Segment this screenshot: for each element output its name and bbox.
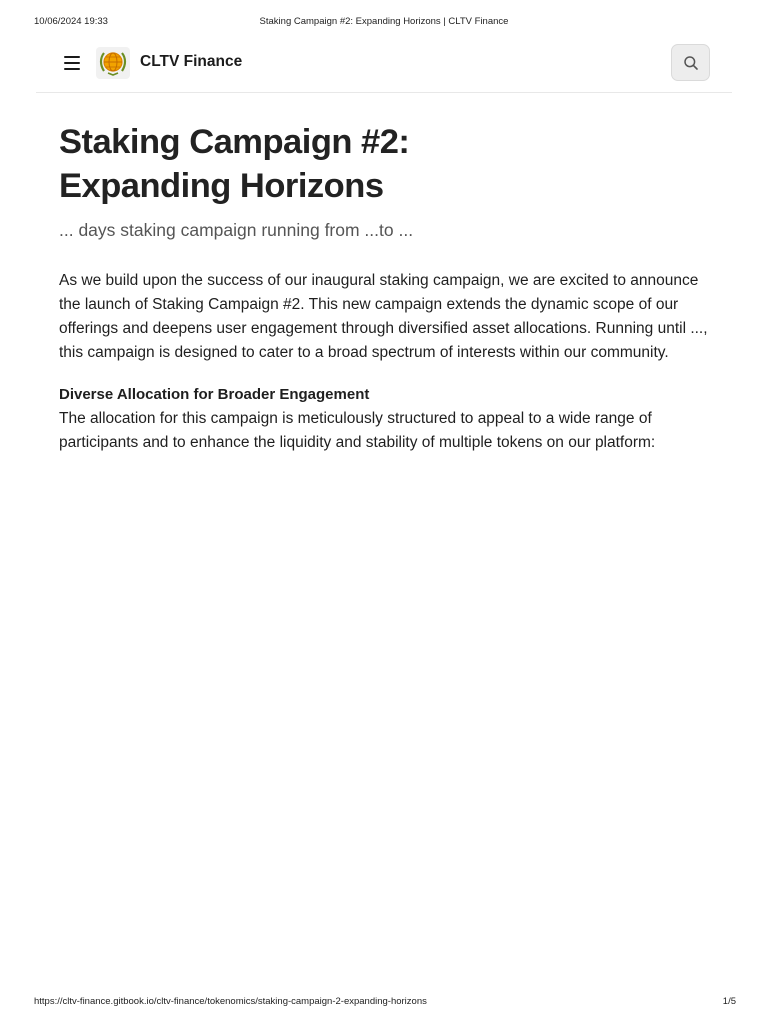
hamburger-menu-icon[interactable] [62, 53, 82, 73]
search-icon [683, 55, 699, 71]
print-datetime: 10/06/2024 19:33 [34, 16, 108, 27]
print-page-title: Staking Campaign #2: Expanding Horizons | CLTV Finance [259, 16, 509, 27]
section-heading: Diverse Allocation for Broader Engagement [59, 386, 370, 403]
print-footer [34, 996, 736, 1010]
article-content [59, 120, 709, 455]
print-page-number: 1/5 [722, 996, 736, 1007]
intro-paragraph: As we build upon the success of our inaugural staking campaign, we are excited to announce the launch of Staking Campaign #2. This new campaign extends the dynamic scope of our offerings and deepens user engagement through diversified asset allocations. Running until ..., this campaign is designed to cater to a broad spectrum of interests within our community. [59, 272, 708, 361]
logo[interactable] [96, 47, 130, 79]
page-title-line-2: Expanding Horizons [59, 167, 384, 205]
page-subtitle: ... days staking campaign running from ...to ... [59, 220, 414, 240]
brand-name[interactable]: CLTV Finance [140, 53, 243, 70]
section-paragraph: The allocation for this campaign is meticulously structured to appeal to a wide range of participants and to enhance the liquidity and stability of multiple tokens on our platform: [59, 410, 656, 451]
top-navigation-bar [36, 38, 732, 93]
globe-laurel-logo-icon [98, 49, 128, 77]
page-title-line-1: Staking Campaign #2: [59, 123, 410, 161]
search-button[interactable] [671, 44, 710, 81]
print-header [34, 16, 734, 30]
print-url: https://cltv-finance.gitbook.io/cltv-finance/tokenomics/staking-campaign-2-expanding-horizons [34, 996, 427, 1007]
page-title [59, 120, 709, 208]
